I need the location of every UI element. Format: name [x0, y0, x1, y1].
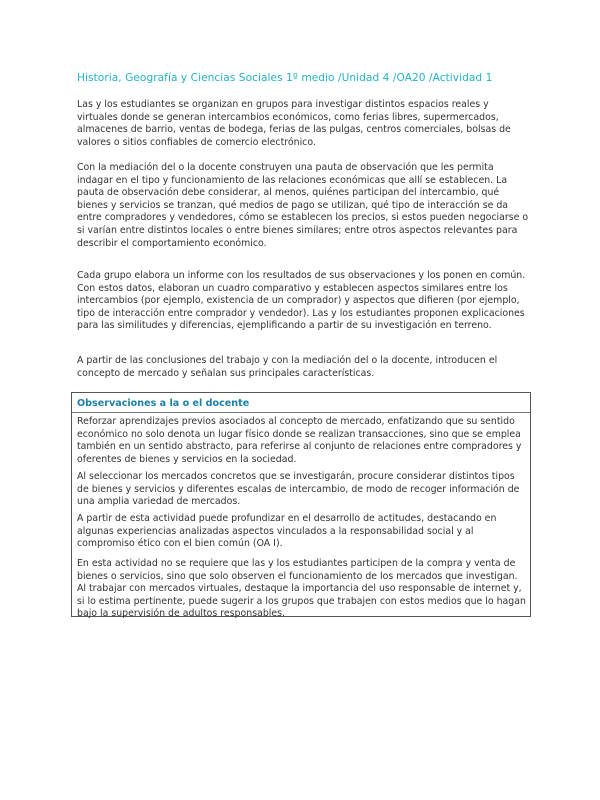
- observation-paragraph-2: Al seleccionar los mercados concretos que se investigarán, procure considerar distintos tipos de bienes y servicios y diferentes escalas de intercambio, de modo de recoger información de una amplia variedad de mercados.: [77, 471, 520, 508]
- activity-paragraph-3: Cada grupo elabora un informe con los resultados de sus observaciones y los ponen en común. Con estos datos, elaboran un cuadro comparativo y establecen aspectos similares entre los intercambios (por ejemplo, existencia de un comprador) y aspectos que difieren (por ejemplo, tipo de interacción entre comprador y vendedor). Las y los estudiantes proponen explicaciones para las similitudes y diferencias, ejemplificando a partir de su investigación en terreno.: [77, 270, 526, 332]
- activity-paragraph-2: Con la mediación del o la docente construyen una pauta de observación que les permita indagar en el tipo y funcionamiento de las relaciones económicas que allí se establecen. La pauta de observación debe considerar, al menos, quiénes participan del intercambio, qué bienes y servicios se tranzan, qué medios de pago se utilizan, qué tipo de interacción se da entre compradores y vendedores, cómo se establecen los precios, si estos pueden negociarse o si varían entre distintos locales o entre bienes similares; entre otros aspectos relevantes para describir el comportamiento económico.: [77, 162, 529, 249]
- teacher-observations-box: [71, 392, 531, 620]
- observation-paragraph-1: Reforzar aprendizajes previos asociados al concepto de mercado, enfatizando que su sentido económico no solo denota un lugar físico donde se realizan transacciones, sino que se emplea también en un sentido abstracto, para referirse al conjunto de relaciones entre compradores y oferentes de bienes y servicios en la sociedad.: [77, 416, 522, 465]
- activity-paragraph-4: A partir de las conclusiones del trabajo y con la mediación del o la docente, introducen el concepto de mercado y señalan sus principales características.: [77, 355, 498, 379]
- observation-paragraph-3: A partir de esta actividad puede profundizar en el desarrollo de actitudes, destacando en algunas experiencias analizadas aspectos vinculados a la responsabilidad social y al compromiso ético con el bien común (OA I).: [77, 513, 497, 550]
- observations-divider: [72, 412, 530, 413]
- document-title: Historia, Geografía y Ciencias Sociales 1º medio /Unidad 4 /OA20 /Actividad 1: [77, 72, 493, 84]
- observations-heading: Observaciones a la o el docente: [77, 398, 250, 409]
- observation-paragraph-4: En esta actividad no se requiere que las y los estudiantes participen de la compra y venta de bienes o servicios, sino que solo observen el funcionamiento de los mercados que investigan. Al trabajar con mercados virtuales, destaque la importancia del uso responsable de internet y, si lo estima pertinente, puede sugerir a los grupos que trabajen con estos medios que lo hagan bajo la supervisión de adultos responsables.: [77, 558, 526, 620]
- activity-paragraph-1: Las y los estudiantes se organizan en grupos para investigar distintos espacios reales y virtuales donde se generan intercambios económicos, como ferias libres, supermercados, almacenes de barrio, ventas de bodega, ferias de las pulgas, centros comerciales, bolsas de valores o sitios confiables de comercio electrónico.: [77, 99, 511, 148]
